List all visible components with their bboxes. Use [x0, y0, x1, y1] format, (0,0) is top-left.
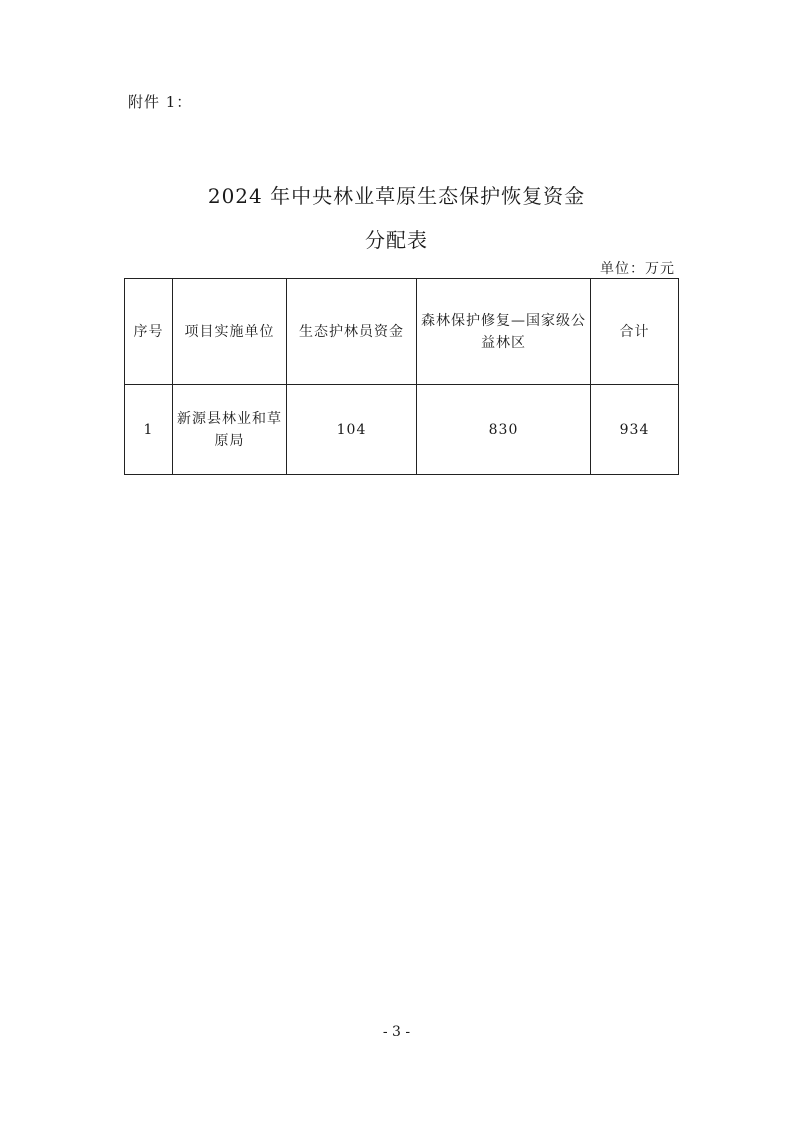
table-row — [125, 385, 679, 475]
header-forest-protection: 森林保护修复—国家级公益林区 — [417, 279, 591, 385]
attachment-label: 附件 1： — [128, 93, 193, 111]
unit-label: 单位：万元 — [600, 261, 675, 277]
cell-unit: 新源县林业和草原局 — [173, 385, 287, 475]
document-subtitle: 分配表 — [365, 228, 428, 252]
cell-ranger-fund: 104 — [287, 385, 417, 475]
header-total: 合计 — [591, 279, 679, 385]
page-number: - 3 - — [382, 1024, 411, 1040]
header-unit: 项目实施单位 — [173, 279, 287, 385]
allocation-table — [124, 278, 679, 475]
header-index: 序号 — [125, 279, 173, 385]
cell-total: 934 — [591, 385, 679, 475]
table-header-row — [125, 279, 679, 385]
document-title: 2024 年中央林业草原生态保护恢复资金 — [207, 184, 586, 208]
cell-forest-protection: 830 — [417, 385, 591, 475]
cell-index: 1 — [125, 385, 173, 475]
header-ranger-fund: 生态护林员资金 — [287, 279, 417, 385]
